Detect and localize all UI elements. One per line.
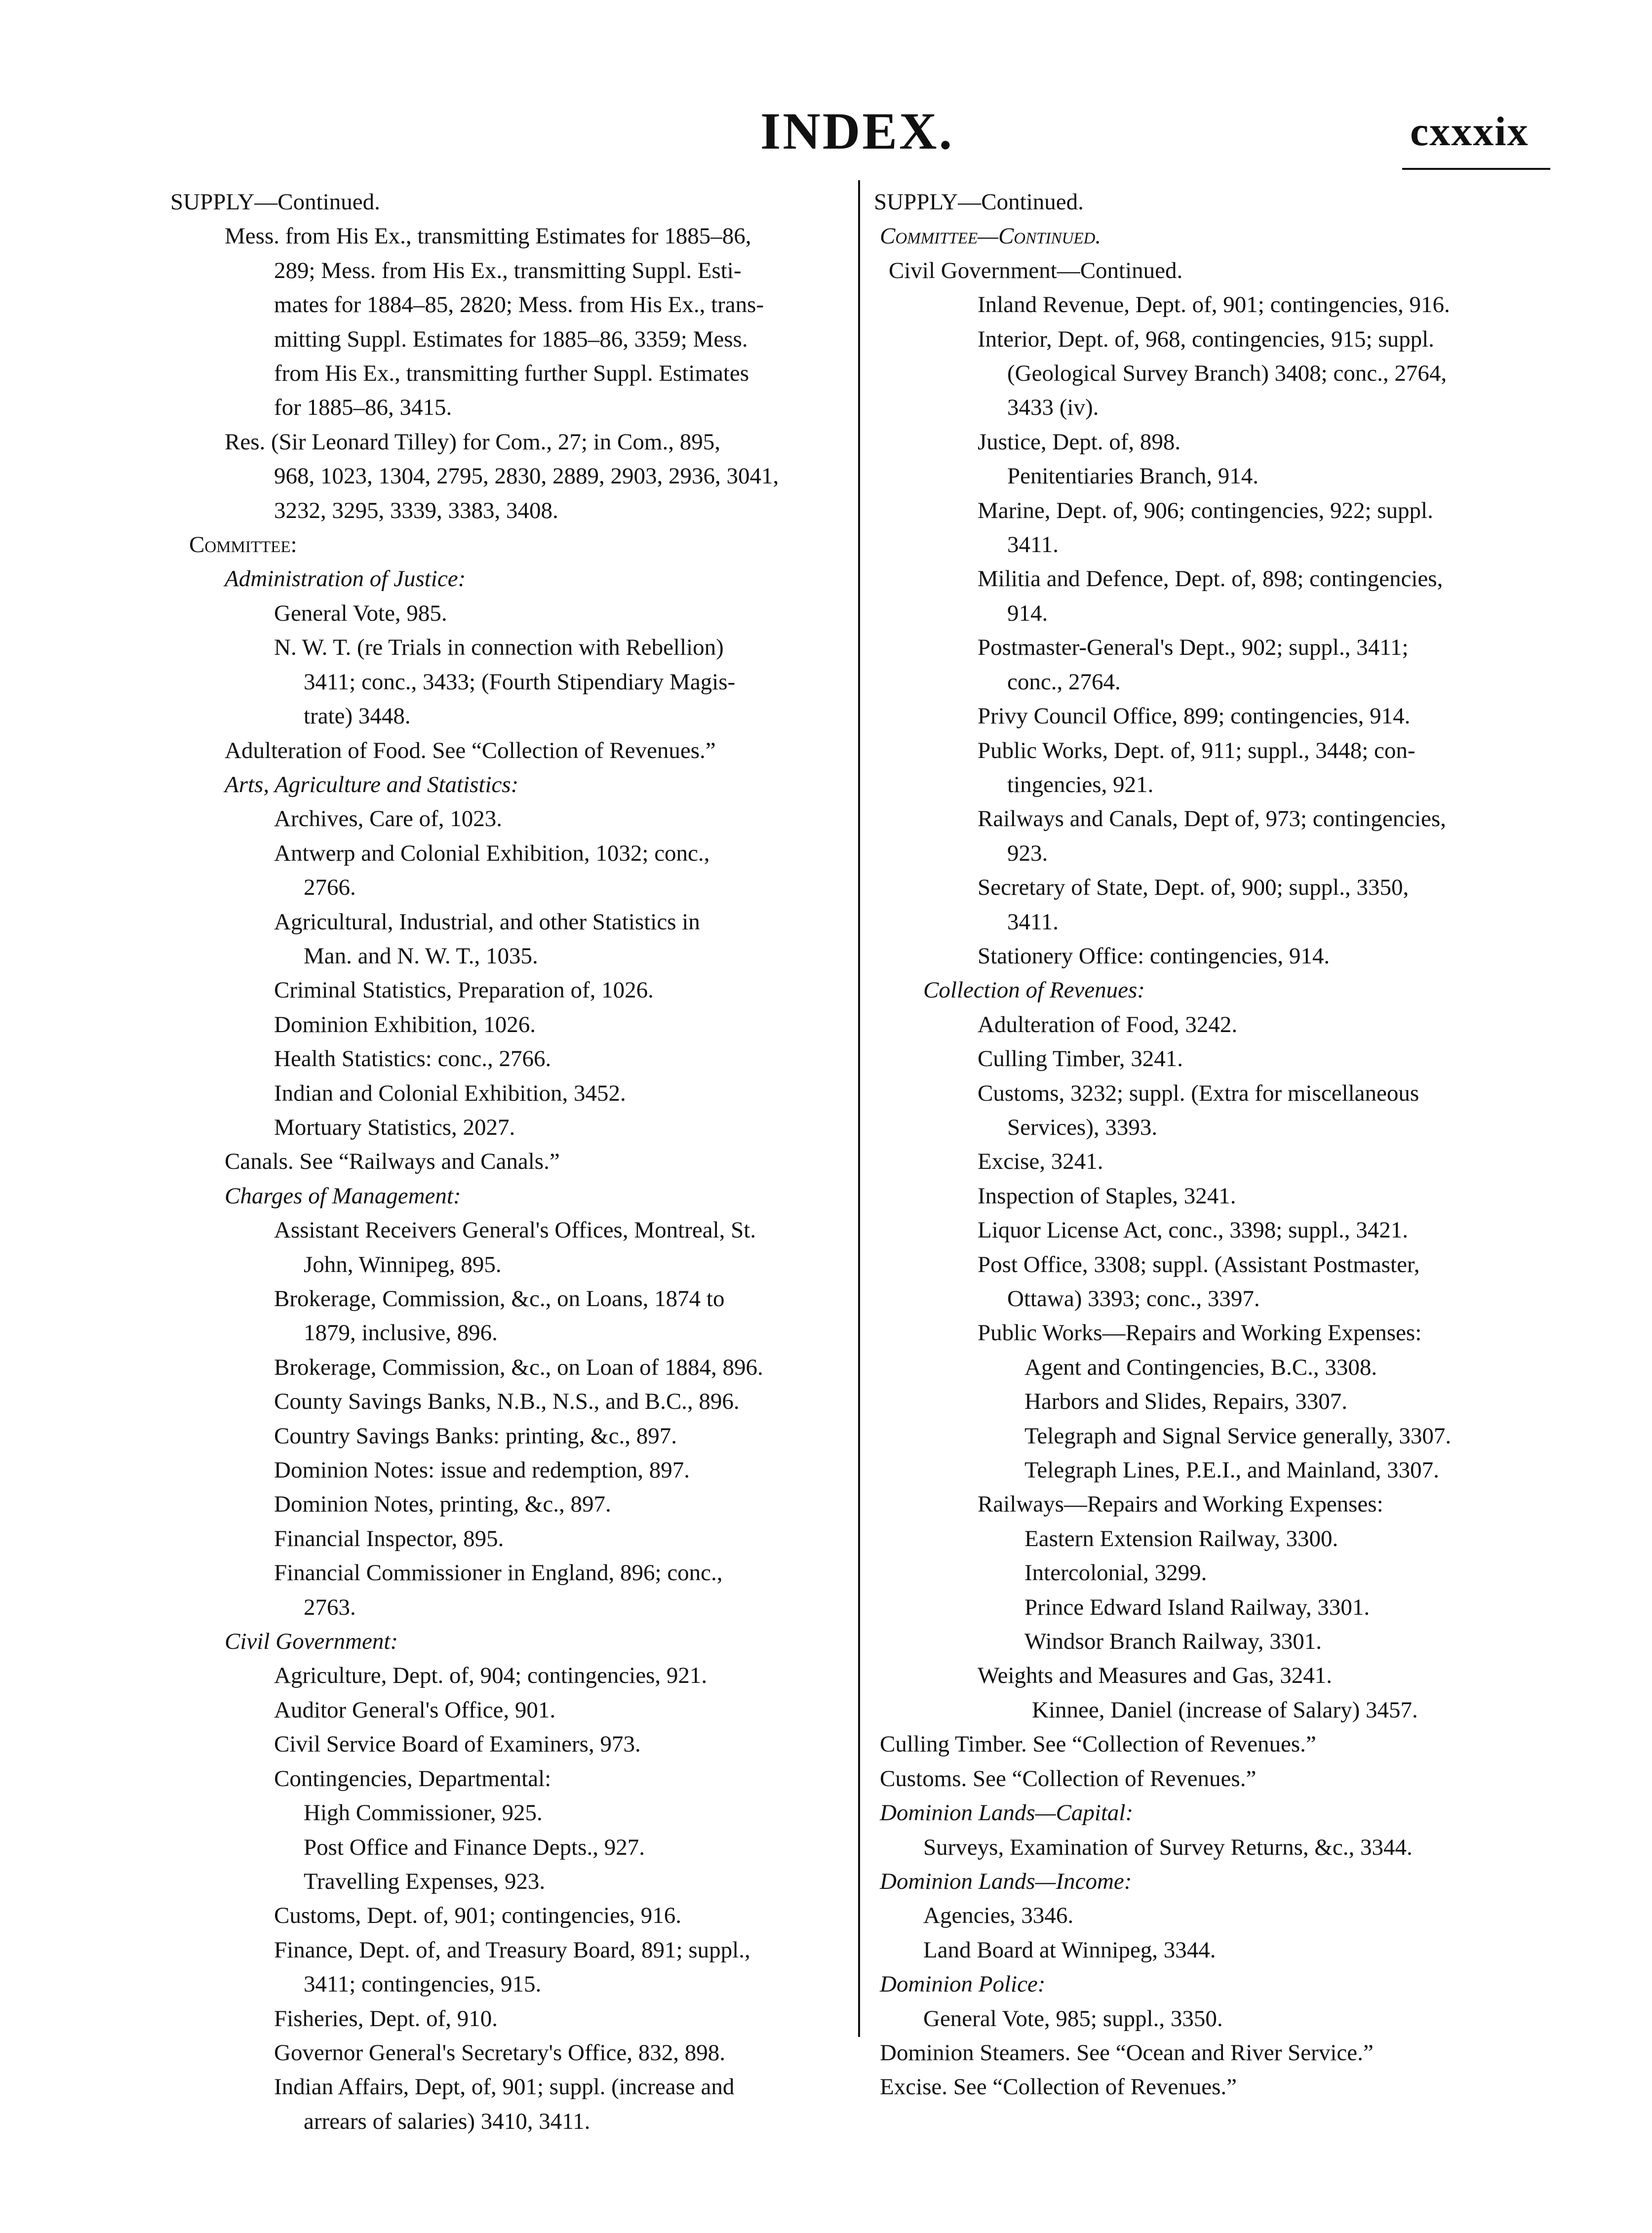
index-entry: Country Savings Banks: printing, &c., 897. — [274, 1423, 677, 1449]
index-entry: Weights and Measures and Gas, 3241. — [978, 1663, 1333, 1689]
index-entry: Agricultural, Industrial, and other Statistics in — [274, 909, 700, 935]
index-entry: for 1885–86, 3415. — [274, 395, 452, 421]
index-entry: Eastern Extension Railway, 3300. — [1024, 1525, 1338, 1552]
index-entry: Culling Timber. See “Collection of Revenues.” — [880, 1731, 1316, 1757]
index-entry: Services), 3393. — [1007, 1114, 1158, 1140]
index-entry: (Geological Survey Branch) 3408; conc., 2764, — [1007, 360, 1447, 387]
index-entry: Militia and Defence, Dept. of, 898; contingencies, — [978, 566, 1443, 592]
index-entry: Collection of Revenues: — [923, 977, 1145, 1003]
index-entry: Harbors and Slides, Repairs, 3307. — [1024, 1389, 1347, 1415]
index-entry: Canals. See “Railways and Canals.” — [225, 1149, 560, 1175]
index-column-right — [874, 185, 1565, 2105]
index-entry: from His Ex., transmitting further Suppl. Estimates — [274, 360, 749, 387]
index-entry: Charges of Management: — [225, 1183, 461, 1209]
index-entry: Telegraph and Signal Service generally, 3307. — [1024, 1423, 1452, 1449]
index-entry: Ottawa) 3393; conc., 3397. — [1007, 1286, 1260, 1312]
index-entry: Dominion Lands—Capital: — [880, 1800, 1134, 1826]
index-entry: mates for 1884–85, 2820; Mess. from His Ex., trans- — [274, 292, 764, 318]
index-entry: Contingencies, Departmental: — [274, 1765, 551, 1792]
index-entry: Mess. from His Ex., transmitting Estimates for 1885–86, — [225, 223, 751, 249]
header-rule — [1402, 168, 1550, 170]
index-entry: 3411; conc., 3433; (Fourth Stipendiary Magis- — [304, 669, 736, 695]
index-entry: N. W. T. (re Trials in connection with Rebellion) — [274, 635, 724, 661]
index-entry: Brokerage, Commission, &c., on Loans, 1874 to — [274, 1286, 725, 1312]
index-entry: Dominion Lands—Income: — [880, 1868, 1132, 1894]
index-entry: County Savings Banks, N.B., N.S., and B.C., 896. — [274, 1389, 740, 1415]
index-entry: Auditor General's Office, 901. — [274, 1697, 556, 1723]
index-entry: Dominion Police: — [880, 1971, 1046, 1997]
index-entry: Arts, Agriculture and Statistics: — [225, 771, 519, 798]
index-entry: Criminal Statistics, Preparation of, 1026. — [274, 977, 654, 1003]
index-entry: Indian and Colonial Exhibition, 3452. — [274, 1080, 626, 1106]
index-entry: Surveys, Examination of Survey Returns, &c., 3344. — [923, 1834, 1413, 1860]
index-entry: Excise. See “Collection of Revenues.” — [880, 2074, 1237, 2100]
index-entry: Civil Government: — [225, 1629, 398, 1655]
index-entry: Agriculture, Dept. of, 904; contingencies, 921. — [274, 1663, 708, 1689]
index-entry: Post Office and Finance Depts., 927. — [304, 1834, 645, 1860]
index-entry: Land Board at Winnipeg, 3344. — [923, 1937, 1216, 1963]
index-entry: Public Works, Dept. of, 911; suppl., 3448; con- — [978, 737, 1416, 763]
index-entry: Kinnee, Daniel (increase of Salary) 3457. — [1032, 1697, 1418, 1723]
index-entry: conc., 2764. — [1007, 669, 1121, 695]
index-entry: Adulteration of Food, 3242. — [978, 1011, 1238, 1037]
index-entry: Telegraph Lines, P.E.I., and Mainland, 3307. — [1024, 1457, 1439, 1483]
index-entry: Agent and Contingencies, B.C., 3308. — [1024, 1354, 1377, 1380]
index-entry: Penitentiaries Branch, 914. — [1007, 463, 1259, 489]
index-entry: Civil Service Board of Examiners, 973. — [274, 1731, 641, 1757]
index-entry: Mortuary Statistics, 2027. — [274, 1114, 515, 1140]
index-entry: Finance, Dept. of, and Treasury Board, 891; suppl., — [274, 1937, 750, 1963]
column-divider — [858, 180, 860, 2037]
index-entry: Justice, Dept. of, 898. — [978, 429, 1181, 455]
page-title: INDEX. — [760, 102, 954, 160]
index-entry: Res. (Sir Leonard Tilley) for Com., 27; in Com., 895, — [225, 429, 720, 455]
index-entry: Customs. See “Collection of Revenues.” — [880, 1765, 1257, 1792]
index-entry: High Commissioner, 925. — [304, 1800, 543, 1826]
index-entry: 3411; contingencies, 915. — [304, 1971, 542, 1997]
index-entry: Railways—Repairs and Working Expenses: — [978, 1491, 1383, 1517]
index-entry: Railways and Canals, Dept of, 973; contingencies, — [978, 806, 1446, 832]
index-entry: Prince Edward Island Railway, 3301. — [1024, 1594, 1370, 1620]
index-entry: 3433 (iv). — [1007, 395, 1099, 421]
index-entry: Excise, 3241. — [978, 1149, 1103, 1175]
index-column-left — [170, 185, 862, 2139]
index-entry: Inland Revenue, Dept. of, 901; contingencies, 916. — [978, 292, 1450, 318]
index-entry: Customs, Dept. of, 901; contingencies, 916. — [274, 1903, 682, 1929]
index-entry: 1879, inclusive, 896. — [304, 1320, 498, 1346]
index-entry: Indian Affairs, Dept, of, 901; suppl. (increase and — [274, 2074, 735, 2100]
index-entry: Secretary of State, Dept. of, 900; suppl., 3350, — [978, 875, 1409, 901]
index-entry: Interior, Dept. of, 968, contingencies, 915; suppl. — [978, 326, 1434, 352]
index-entry: Privy Council Office, 899; contingencies, 914. — [978, 703, 1411, 729]
index-entry: Dominion Notes, printing, &c., 897. — [274, 1491, 611, 1517]
index-entry: 2763. — [304, 1594, 356, 1620]
index-entry: Inspection of Staples, 3241. — [978, 1183, 1236, 1209]
index-entry: Administration of Justice: — [225, 566, 466, 592]
index-entry: Financial Commissioner in England, 896; conc., — [274, 1560, 723, 1586]
index-entry: Adulteration of Food. See “Collection of Revenues.” — [225, 737, 716, 763]
index-entry: Dominion Exhibition, 1026. — [274, 1011, 536, 1037]
index-entry: mitting Suppl. Estimates for 1885–86, 3359; Mess. — [274, 326, 748, 352]
index-entry: 2766. — [304, 875, 356, 901]
index-entry: Dominion Notes: issue and redemption, 897. — [274, 1457, 690, 1483]
index-entry: General Vote, 985; suppl., 3350. — [923, 2005, 1223, 2032]
index-entry: Agencies, 3346. — [923, 1903, 1074, 1929]
index-entry: SUPPLY—Continued. — [874, 189, 1084, 215]
index-entry: General Vote, 985. — [274, 600, 447, 626]
index-entry: Antwerp and Colonial Exhibition, 1032; conc., — [274, 840, 710, 866]
index-entry: 3411. — [1007, 532, 1059, 558]
index-entry: John, Winnipeg, 895. — [304, 1251, 502, 1277]
index-entry: tingencies, 921. — [1007, 771, 1154, 798]
index-entry: trate) 3448. — [304, 703, 411, 729]
index-entry: Postmaster-General's Dept., 902; suppl., 3411; — [978, 635, 1409, 661]
index-entry: 289; Mess. from His Ex., transmitting Suppl. Esti- — [274, 257, 742, 283]
index-entry: Assistant Receivers General's Offices, Montreal, St. — [274, 1217, 756, 1243]
index-entry: Man. and N. W. T., 1035. — [304, 943, 538, 969]
index-entry: 3411. — [1007, 909, 1059, 935]
index-entry: Culling Timber, 3241. — [978, 1046, 1183, 1072]
index-entry: Stationery Office: contingencies, 914. — [978, 943, 1330, 969]
index-entry: SUPPLY—Continued. — [170, 189, 380, 215]
index-entry: Committee: — [189, 532, 297, 558]
index-entry: Customs, 3232; suppl. (Extra for miscellaneous — [978, 1080, 1419, 1106]
index-entry: Travelling Expenses, 923. — [304, 1868, 546, 1894]
index-entry: Windsor Branch Railway, 3301. — [1024, 1629, 1322, 1655]
index-entry: 923. — [1007, 840, 1048, 866]
index-entry: Post Office, 3308; suppl. (Assistant Postmaster, — [978, 1251, 1420, 1277]
index-entry: Archives, Care of, 1023. — [274, 806, 503, 832]
index-entry: Financial Inspector, 895. — [274, 1525, 504, 1552]
index-entry: Marine, Dept. of, 906; contingencies, 922; suppl. — [978, 497, 1433, 523]
index-entry: 914. — [1007, 600, 1048, 626]
index-entry: arrears of salaries) 3410, 3411. — [304, 2108, 590, 2134]
index-entry: Intercolonial, 3299. — [1024, 1560, 1207, 1586]
index-entry: Committee—Continued. — [880, 223, 1101, 249]
index-entry: Liquor License Act, conc., 3398; suppl., 3421. — [978, 1217, 1408, 1243]
index-entry: Fisheries, Dept. of, 910. — [274, 2005, 498, 2032]
index-entry: Brokerage, Commission, &c., on Loan of 1884, 896. — [274, 1354, 763, 1380]
index-entry: 3232, 3295, 3339, 3383, 3408. — [274, 497, 558, 523]
index-entry: Public Works—Repairs and Working Expenses: — [978, 1320, 1422, 1346]
page-number: cxxxix — [1410, 109, 1529, 155]
index-entry: Civil Government—Continued. — [889, 257, 1183, 283]
index-entry: Dominion Steamers. See “Ocean and River Service.” — [880, 2039, 1374, 2066]
index-entry: Governor General's Secretary's Office, 832, 898. — [274, 2039, 725, 2066]
index-entry: 968, 1023, 1304, 2795, 2830, 2889, 2903, 2936, 3041, — [274, 463, 779, 489]
index-entry: Health Statistics: conc., 2766. — [274, 1046, 551, 1072]
